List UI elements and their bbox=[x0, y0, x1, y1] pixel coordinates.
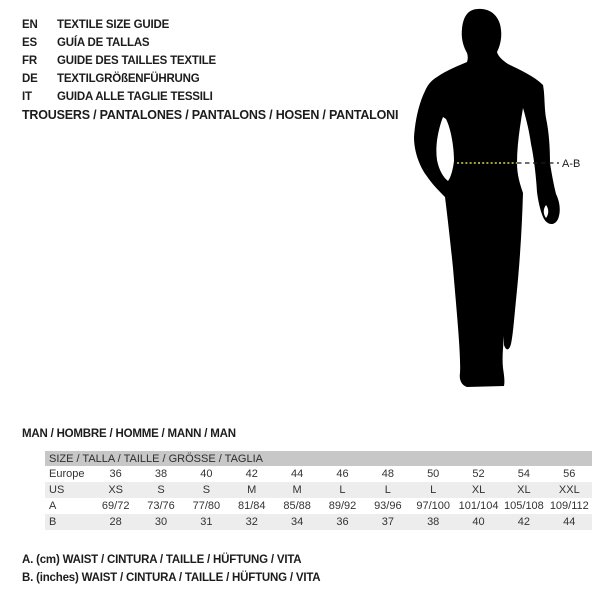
size-cell: 30 bbox=[138, 514, 183, 530]
size-cell: 37 bbox=[365, 514, 410, 530]
size-cell: 36 bbox=[109, 468, 122, 480]
table-row-europe bbox=[45, 466, 592, 482]
size-cell: 109/112 bbox=[549, 500, 589, 512]
size-cell: XL bbox=[501, 482, 546, 498]
size-cell: S bbox=[138, 482, 183, 498]
size-table bbox=[45, 451, 592, 530]
guide-title-de: TEXTILGRÖßENFÜHRUNG bbox=[57, 73, 200, 85]
garment-category-title: TROUSERS / PANTALONES / PANTALONS / HOSEN / PANTALONI bbox=[22, 108, 399, 122]
size-cell: 69/72 bbox=[101, 500, 130, 512]
language-row-en bbox=[22, 16, 216, 34]
size-cell: L bbox=[411, 482, 456, 498]
size-cell: 40 bbox=[456, 514, 501, 530]
size-cell: 36 bbox=[320, 514, 365, 530]
size-cell: 46 bbox=[336, 468, 349, 480]
size-cell: XS bbox=[93, 482, 138, 498]
size-cell: 73/76 bbox=[147, 500, 175, 512]
language-code: FR bbox=[22, 55, 37, 67]
measure-label: A-B bbox=[562, 158, 581, 170]
size-cell: 42 bbox=[245, 468, 258, 480]
table-row-us bbox=[45, 482, 592, 498]
size-cell: 81/84 bbox=[237, 500, 266, 512]
size-cell: 105/108 bbox=[504, 500, 544, 512]
size-cell: 31 bbox=[184, 514, 229, 530]
row-label-a: A bbox=[49, 500, 57, 512]
language-row-fr bbox=[22, 52, 216, 70]
man-silhouette-figure bbox=[410, 0, 600, 420]
size-cell: 52 bbox=[472, 468, 485, 480]
size-cell: L bbox=[320, 482, 365, 498]
table-row-a-cm bbox=[45, 498, 592, 514]
size-cell: 42 bbox=[501, 514, 546, 530]
language-code: ES bbox=[22, 37, 37, 49]
table-row-b-inches bbox=[45, 514, 592, 530]
language-code: DE bbox=[22, 73, 38, 85]
size-cell: 56 bbox=[563, 468, 576, 480]
size-cell: 38 bbox=[154, 468, 168, 480]
language-list bbox=[22, 16, 216, 106]
size-cell: 77/80 bbox=[192, 500, 221, 512]
size-cell: XL bbox=[456, 482, 501, 498]
measure-footnotes bbox=[22, 552, 320, 587]
gender-label: MAN / HOMBRE / HOMME / MANN / MAN bbox=[22, 428, 236, 440]
footnote-a-cm: A. (cm) WAIST / CINTURA / TAILLE / HÜFTUNG / VITA bbox=[22, 554, 302, 566]
size-cell: S bbox=[184, 482, 229, 498]
size-cell: M bbox=[274, 482, 319, 498]
size-cell: 34 bbox=[274, 514, 319, 530]
guide-title-en: TEXTILE SIZE GUIDE bbox=[57, 19, 170, 31]
guide-title-it: GUIDA ALLE TAGLIE TESSILI bbox=[57, 91, 213, 103]
row-label-b: B bbox=[45, 514, 93, 530]
size-cell: 97/100 bbox=[416, 500, 451, 512]
size-cell: 44 bbox=[290, 468, 304, 480]
language-row-it bbox=[22, 88, 216, 106]
man-silhouette bbox=[414, 9, 560, 387]
size-cell: L bbox=[365, 482, 410, 498]
size-cell: M bbox=[229, 482, 274, 498]
size-cell: 93/96 bbox=[374, 500, 402, 512]
size-cell: 89/92 bbox=[328, 500, 357, 512]
size-cell: 38 bbox=[411, 514, 456, 530]
size-cell: 48 bbox=[381, 468, 394, 480]
size-cell: 40 bbox=[200, 468, 213, 480]
size-table-header-row bbox=[45, 451, 592, 466]
size-cell: 101/104 bbox=[458, 500, 499, 512]
size-cell: 54 bbox=[517, 468, 531, 480]
language-row-es bbox=[22, 34, 216, 52]
footnote-b-inches: B. (inches) WAIST / CINTURA / TAILLE / HÜFTUNG / VITA bbox=[22, 571, 321, 584]
guide-title-fr: GUIDE DES TAILLES TEXTILE bbox=[57, 55, 216, 67]
language-code: IT bbox=[22, 91, 32, 103]
row-label-us: US bbox=[45, 482, 93, 498]
size-cell: 50 bbox=[427, 468, 440, 480]
size-table-header: SIZE / TALLA / TAILLE / GRÖSSE / TAGLIA bbox=[45, 451, 592, 466]
row-label-europe: Europe bbox=[49, 468, 85, 480]
size-cell: XXL bbox=[547, 482, 592, 498]
size-cell: 44 bbox=[547, 514, 592, 530]
size-cell: 85/88 bbox=[283, 500, 311, 512]
language-code: EN bbox=[22, 19, 38, 31]
size-cell: 28 bbox=[93, 514, 138, 530]
size-cell: 32 bbox=[229, 514, 274, 530]
language-row-de bbox=[22, 70, 216, 88]
guide-title-es: GUÍA DE TALLAS bbox=[57, 37, 150, 49]
